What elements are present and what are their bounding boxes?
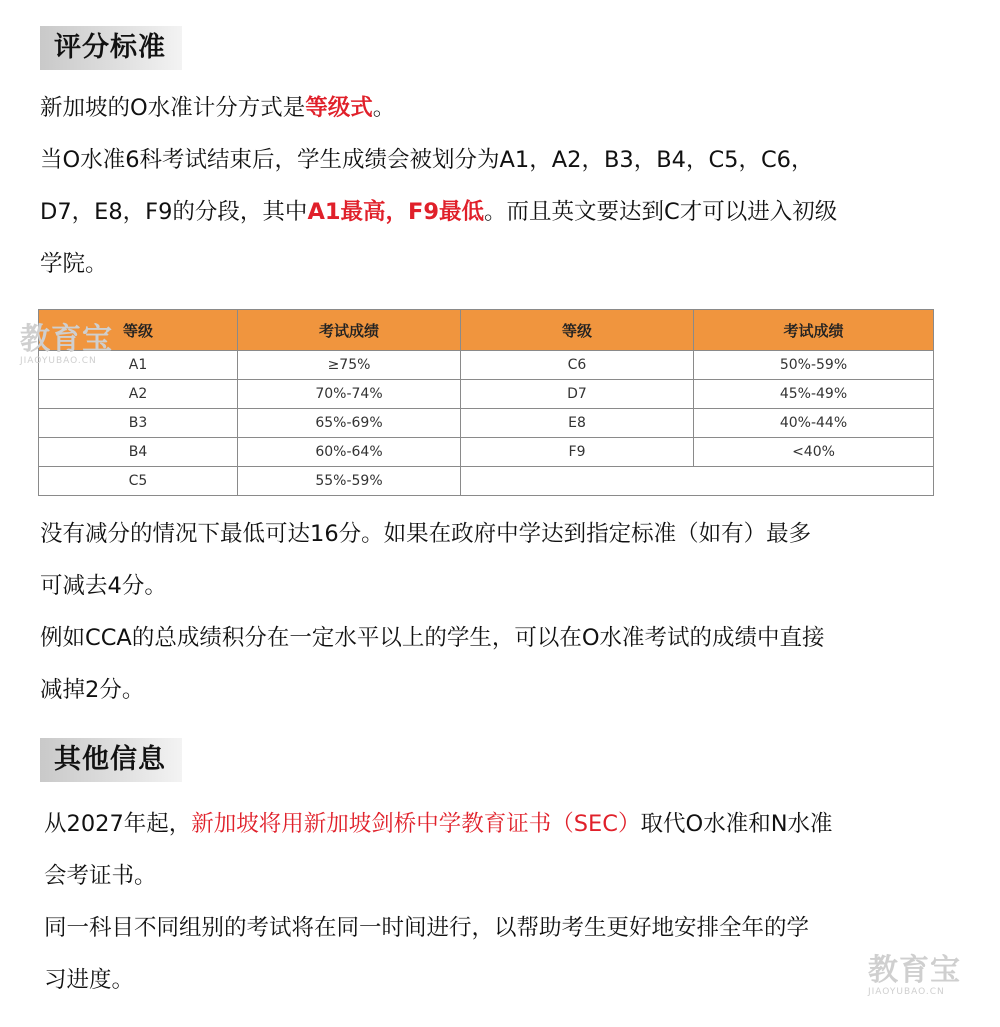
highlight-best-worst: A1最高，F9最低 xyxy=(307,199,485,225)
table-cell: D7 xyxy=(461,380,694,409)
table-cell: C5 xyxy=(39,467,238,496)
section-heading-other-info: 其他信息 xyxy=(40,738,182,782)
paragraph-deduction: 没有减分的情况下最低可达16分。如果在政府中学达到指定标准（如有）最多 可减去4分。 xyxy=(40,521,812,599)
watermark-logo: 教育宝 JIAOYUBAO.CN xyxy=(868,953,961,997)
table-header-row xyxy=(39,310,934,351)
table-row xyxy=(39,380,934,409)
grade-table xyxy=(38,309,934,496)
highlight-grading-style: 等级式 xyxy=(305,95,373,121)
table-cell: 65%-69% xyxy=(238,409,461,438)
table-header-cell: 考试成绩 xyxy=(238,310,461,351)
table-row xyxy=(39,438,934,467)
paragraph-grade-bands: 当O水准6科考试结束后，学生成绩会被划分为A1，A2，B3，B4，C5，C6， D7，E8，F9的分段，其中A1最高，F9最低。而且英文要达到C才可以进入初级 学院。 xyxy=(40,147,838,277)
table-row xyxy=(39,351,934,380)
table-cell: B3 xyxy=(39,409,238,438)
table-cell: A2 xyxy=(39,380,238,409)
table-header-cell: 等级 xyxy=(461,310,694,351)
table-cell: C6 xyxy=(461,351,694,380)
table-row xyxy=(39,467,934,496)
watermark-logo: 教育宝 JIAOYUBAO.CN xyxy=(20,322,113,366)
table-cell: 60%-64% xyxy=(238,438,461,467)
section-heading-scoring: 评分标准 xyxy=(40,26,182,70)
table-cell: F9 xyxy=(461,438,694,467)
table-cell-empty xyxy=(461,467,934,496)
highlight-sec: 新加坡将用新加坡剑桥中学教育证书（SEC） xyxy=(191,811,641,837)
table-cell: 50%-59% xyxy=(694,351,934,380)
paragraph-sec-replacement: 从2027年起，新加坡将用新加坡剑桥中学教育证书（SEC）取代O水准和N水准 会考证书。 xyxy=(44,811,833,889)
table-cell: 70%-74% xyxy=(238,380,461,409)
table-cell: 40%-44% xyxy=(694,409,934,438)
table-cell: B4 xyxy=(39,438,238,467)
paragraph-intro: 新加坡的O水准计分方式是等级式。 xyxy=(40,95,396,121)
table-header-cell: 等级 xyxy=(39,310,238,351)
table-row xyxy=(39,409,934,438)
paragraph-cca-example: 例如CCA的总成绩积分在一定水平以上的学生，可以在O水准考试的成绩中直接 减掉2分。 xyxy=(40,625,825,703)
table-header-cell: 考试成绩 xyxy=(694,310,934,351)
table-cell: <40% xyxy=(694,438,934,467)
table-cell: ≥75% xyxy=(238,351,461,380)
paragraph-exam-schedule: 同一科目不同组别的考试将在同一时间进行，以帮助考生更好地安排全年的学 习进度。 xyxy=(44,915,810,993)
table-cell: A1 xyxy=(39,351,238,380)
table-cell: E8 xyxy=(461,409,694,438)
table-cell: 55%-59% xyxy=(238,467,461,496)
table-cell: 45%-49% xyxy=(694,380,934,409)
